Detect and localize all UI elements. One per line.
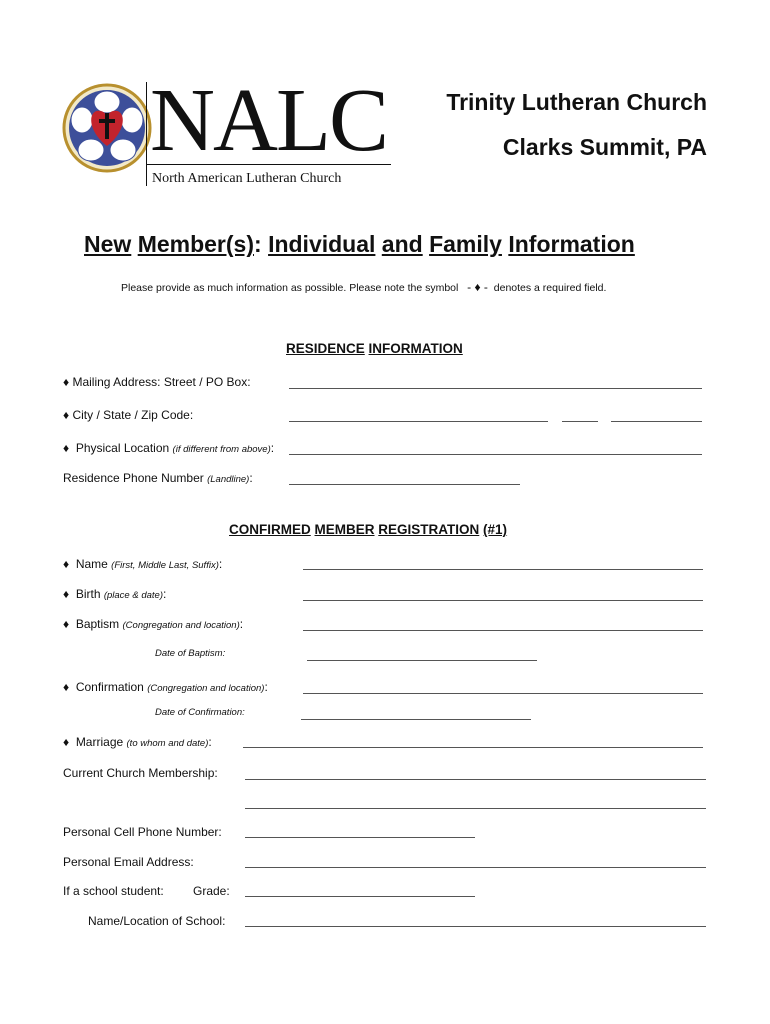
school-name-label: Name/Location of School:: [88, 914, 226, 928]
name-note: (First, Middle Last, Suffix): [111, 560, 219, 571]
page-title: [84, 231, 635, 258]
baptism-label: ♦ Baptism (Congregation and location):: [63, 617, 243, 631]
marriage-label: ♦ Marriage (to whom and date):: [63, 735, 212, 749]
baptism-note: (Congregation and location): [122, 620, 240, 631]
birth-field[interactable]: [303, 600, 703, 601]
name-text: Name: [75, 557, 108, 571]
email-label: Personal Email Address:: [63, 855, 194, 869]
marriage-note: (to whom and date): [126, 738, 209, 749]
church-name: Trinity Lutheran Church: [446, 89, 707, 115]
physical-location-note: (if different from above): [172, 444, 271, 455]
logo-divider: [146, 82, 147, 186]
confirmation-note: (Congregation and location): [147, 683, 265, 694]
birth-text: Birth: [75, 587, 101, 601]
church-membership-label: Current Church Membership:: [63, 766, 218, 780]
marriage-text: Marriage: [75, 735, 124, 749]
city-field[interactable]: [289, 421, 548, 422]
instructions-suffix: denotes a required field.: [493, 282, 607, 294]
residence-heading-a: RESIDENCE: [286, 341, 365, 356]
title-word-individual: Individual: [268, 231, 376, 257]
zip-field[interactable]: [611, 421, 702, 422]
instructions: [121, 280, 606, 294]
grade-field[interactable]: [245, 896, 475, 897]
baptism-text: Baptism: [75, 617, 120, 631]
church-membership-field-2[interactable]: [245, 808, 706, 809]
residence-heading: [286, 341, 463, 356]
school-name-field[interactable]: [245, 926, 706, 927]
church-membership-field[interactable]: [245, 779, 706, 780]
title-word-members: Member(s): [137, 231, 254, 257]
instructions-text: Please provide as much information as possible. Please note the symbol: [121, 282, 459, 294]
physical-location-label: ♦ Physical Location (if different from above):: [63, 441, 274, 455]
residence-phone-note: (Landline): [207, 474, 250, 485]
baptism-field[interactable]: [303, 630, 703, 631]
name-label: ♦ Name (First, Middle Last, Suffix):: [63, 557, 222, 571]
baptism-date-label: Date of Baptism:: [155, 648, 226, 659]
title-word-and: and: [381, 231, 423, 257]
birth-note: (place & date): [103, 590, 163, 601]
member-heading: [229, 522, 507, 537]
cell-phone-field[interactable]: [245, 837, 475, 838]
residence-phone-label: Residence Phone Number (Landline):: [63, 471, 253, 485]
name-field[interactable]: [303, 569, 703, 570]
residence-phone-field[interactable]: [289, 484, 520, 485]
residence-phone-text: Residence Phone Number: [63, 471, 204, 485]
title-colon: :: [254, 231, 262, 257]
confirmation-date-label: Date of Confirmation:: [155, 707, 245, 718]
luther-rose-icon: [62, 80, 152, 190]
marriage-field[interactable]: [243, 747, 703, 748]
title-word-new: New: [84, 231, 132, 257]
residence-heading-b: INFORMATION: [368, 341, 463, 356]
mailing-address-field[interactable]: [289, 388, 702, 389]
confirmation-label: ♦ Confirmation (Congregation and location):: [63, 680, 268, 694]
confirmation-text: Confirmation: [75, 680, 144, 694]
member-heading-d: (#1): [483, 522, 508, 537]
city-state-zip-label: ♦ City / State / Zip Code:: [63, 408, 193, 422]
cell-phone-label: Personal Cell Phone Number:: [63, 825, 222, 839]
nalc-tagline: North American Lutheran Church: [152, 171, 342, 186]
state-field[interactable]: [562, 421, 598, 422]
confirmation-field[interactable]: [303, 693, 703, 694]
baptism-date-field[interactable]: [307, 660, 537, 661]
grade-label: Grade:: [193, 884, 230, 898]
member-heading-b: MEMBER: [314, 522, 375, 537]
member-heading-c: REGISTRATION: [378, 522, 480, 537]
title-word-information: Information: [508, 231, 635, 257]
physical-location-field[interactable]: [289, 454, 702, 455]
nalc-wordmark: NALC: [150, 71, 387, 170]
required-symbol: - ♦ -: [467, 280, 488, 294]
mailing-address-label: ♦ Mailing Address: Street / PO Box:: [63, 375, 251, 389]
email-field[interactable]: [245, 867, 706, 868]
title-word-family: Family: [429, 231, 502, 257]
school-student-label: If a school student:: [63, 884, 164, 898]
logo-rule: [146, 164, 391, 165]
confirmation-date-field[interactable]: [301, 719, 531, 720]
physical-location-text: Physical Location: [75, 441, 170, 455]
birth-label: ♦ Birth (place & date):: [63, 587, 166, 601]
church-location: Clarks Summit, PA: [502, 134, 707, 160]
member-heading-a: CONFIRMED: [229, 522, 311, 537]
nalc-logo: [62, 71, 392, 190]
